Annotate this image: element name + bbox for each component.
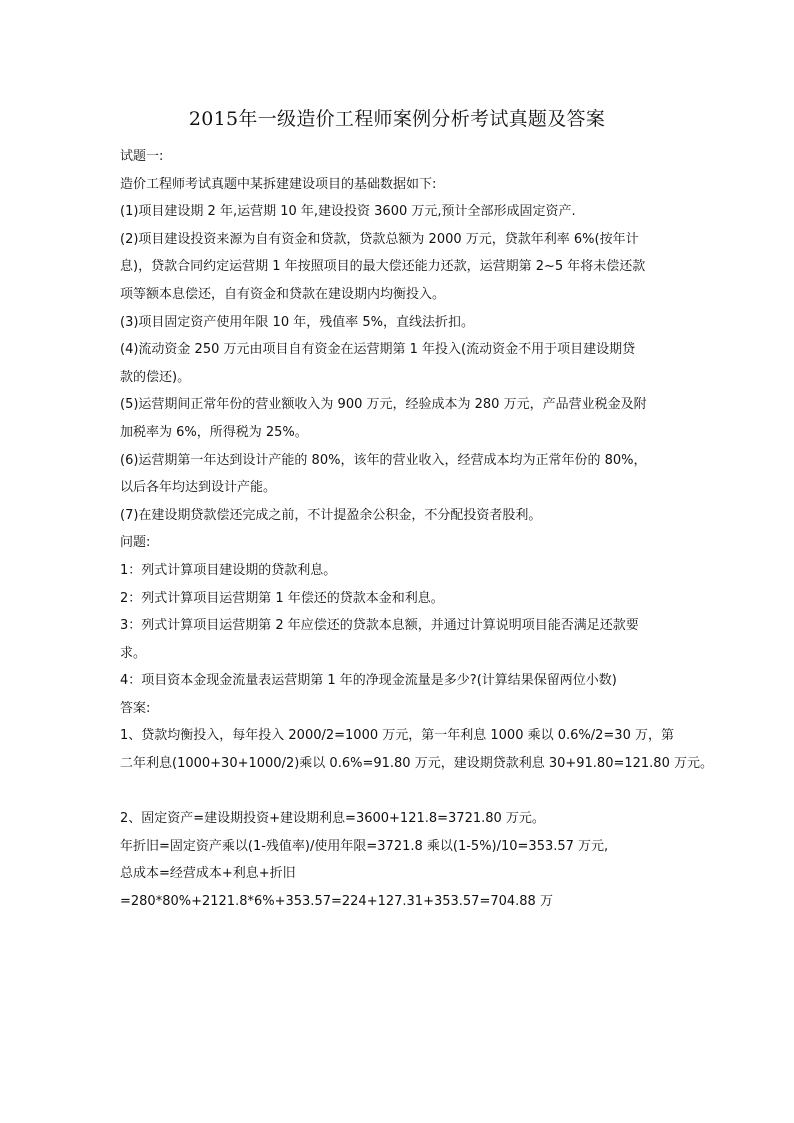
condition-4-line-2: 款的偿还)。 <box>120 369 191 385</box>
section-heading-answers: 答案: <box>120 700 151 716</box>
condition-4-line-1: (4)流动资金 250 万元由项目自有资金在运营期第 1 年投入(流动资金不用于项目建设期贷 <box>120 342 636 358</box>
answer-2-line-2: 年折旧=固定资产乘以(1-残值率)/使用年限=3721.8 乘以(1-5%)/10=353.57 万元, <box>120 838 609 854</box>
answer-1-line-2: 二年利息(1000+30+1000/2)乘以 0.6%=91.80 万元，建设期贷款利息 30+91.80=121.80 万元。 <box>120 756 713 772</box>
question-4: 4：项目资本金现金流量表运营期第 1 年的净现金流量是多少?(计算结果保留两位小数) <box>120 673 617 689</box>
answer-1-line-1: 1、贷款均衡投入，每年投入 2000/2=1000 万元，第一年利息 1000 乘以 0.6%/2=30 万，第 <box>120 728 674 744</box>
answer-2-line-1: 2、固定资产=建设期投资+建设期利息=3600+121.8=3721.80 万元。 <box>120 811 545 827</box>
condition-1: (1)项目建设期 2 年,运营期 10 年,建设投资 3600 万元,预计全部形成固定资产. <box>120 204 576 220</box>
condition-6-line-1: (6)运营期第一年达到设计产能的 80%，该年的营业收入，经营成本均为正常年份的 80%， <box>120 452 647 468</box>
question-3-line-2: 求。 <box>120 645 147 661</box>
condition-7: (7)在建设期贷款偿还完成之前，不计提盈余公积金，不分配投资者股利。 <box>120 507 542 523</box>
document-title: 2015年一级造价工程师案例分析考试真题及答案 <box>188 108 606 130</box>
answer-2-line-4: =280*80%+2121.8*6%+353.57=224+127.31+353.57=704.88 万 <box>120 894 553 910</box>
condition-6-line-2: 以后各年均达到设计产能。 <box>120 480 277 496</box>
question-1: 1：列式计算项目建设期的贷款利息。 <box>120 562 337 578</box>
question-3-line-1: 3：列式计算项目运营期第 2 年应偿还的贷款本息额，并通过计算说明项目能否满足还款要 <box>120 618 639 634</box>
question-2: 2：列式计算项目运营期第 1 年偿还的贷款本金和利息。 <box>120 590 444 606</box>
condition-5-line-2: 加税率为 6%，所得税为 25%。 <box>120 424 308 440</box>
document-body <box>120 143 720 916</box>
section-heading-question-1: 试题一: <box>120 149 164 164</box>
answer-2-line-3: 总成本=经营成本+利息+折旧 <box>120 866 296 882</box>
condition-2-line-3: 项等额本息偿还，自有资金和贷款在建设期内均衡投入。 <box>120 286 446 302</box>
condition-5-line-1: (5)运营期间正常年份的营业额收入为 900 万元，经验成本为 280 万元，产品营业税金及附 <box>120 397 647 413</box>
blank-line <box>120 778 720 806</box>
condition-3: (3)项目固定资产使用年限 10 年，残值率 5%，直线法折扣。 <box>120 314 474 330</box>
section-heading-questions: 问题: <box>120 535 151 551</box>
condition-2-line-1: (2)项目建设投资来源为自有资金和贷款，贷款总额为 2000 万元，贷款年利率 6%(按年计 <box>120 231 639 247</box>
condition-2-line-2: 息)，贷款合同约定运营期 1 年按照项目的最大偿还能力还款，运营期第 2~5 年将未偿还款 <box>120 259 646 275</box>
intro-text: 造价工程师考试真题中某拆建建设项目的基础数据如下: <box>120 176 437 192</box>
